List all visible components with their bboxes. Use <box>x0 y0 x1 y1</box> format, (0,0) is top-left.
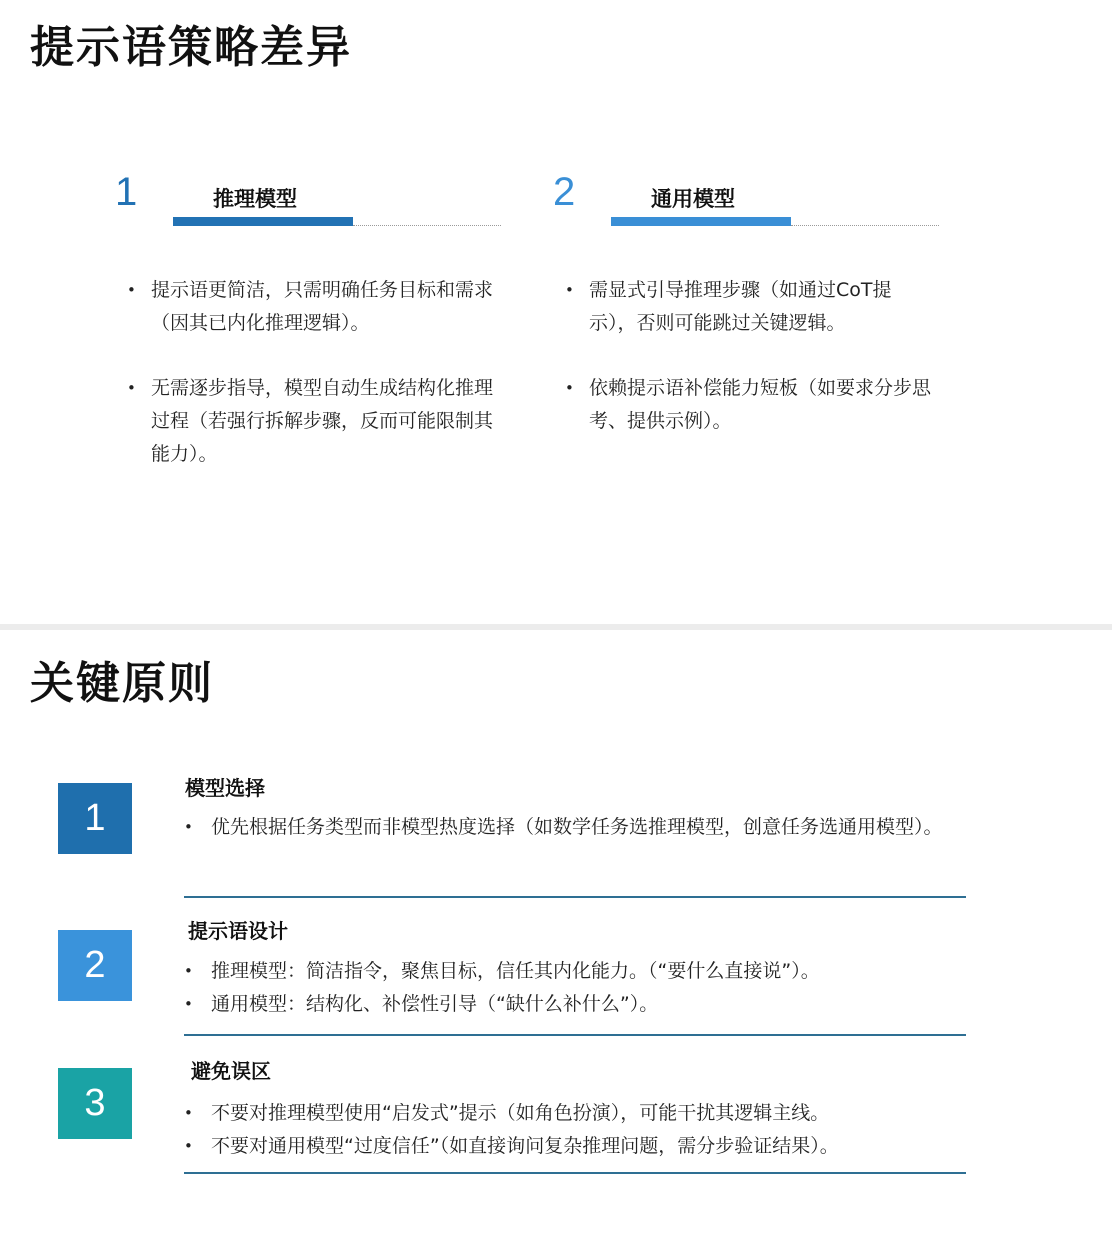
dotted-divider <box>791 225 939 226</box>
principle-rule <box>184 1034 966 1036</box>
column-heading: 通用模型 <box>651 187 735 211</box>
bullet-list <box>184 955 954 1021</box>
column-number: 2 <box>553 170 576 214</box>
heading-underline-bar <box>173 217 353 226</box>
column-number: 1 <box>115 170 138 214</box>
list-item: • 通用模型：结构化、补偿性引导（“缺什么补什么”）。 <box>184 988 954 1021</box>
principle-number-box: 2 <box>58 930 132 1001</box>
principle-rule <box>184 1172 966 1174</box>
principle-number-box: 3 <box>58 1068 132 1139</box>
dotted-divider <box>353 225 501 226</box>
list-item: • 推理模型：简洁指令，聚焦目标，信任其内化能力。（“要什么直接说”）。 <box>184 955 954 988</box>
principle-title: 避免误区 <box>191 1059 271 1083</box>
principle-title: 模型选择 <box>185 776 265 800</box>
bullet-list <box>184 1097 954 1163</box>
principle-title: 提示语设计 <box>188 919 288 943</box>
list-item: • 优先根据任务类型而非模型热度选择（如数学任务选推理模型，创意任务选通用模型）。 <box>184 811 954 844</box>
bullet-list <box>565 274 935 470</box>
section-title-strategy: 提示语策略差异 <box>30 22 352 73</box>
list-item: • 不要对推理模型使用“启发式”提示（如角色扮演），可能干扰其逻辑主线。 <box>184 1097 954 1130</box>
list-item: • 依赖提示语补偿能力短板（如要求分步思考、提供示例）。 <box>565 372 935 438</box>
section-divider <box>0 624 1112 630</box>
list-item: • 不要对通用模型“过度信任”（如直接询问复杂推理问题，需分步验证结果）。 <box>184 1130 954 1163</box>
list-item: • 需显式引导推理步骤（如通过CoT提示），否则可能跳过关键逻辑。 <box>565 274 935 340</box>
principle-rule <box>184 896 966 898</box>
bullet-list <box>127 274 497 503</box>
section-title-principles: 关键原则 <box>30 658 214 709</box>
principle-number-box: 1 <box>58 783 132 854</box>
bullet-list <box>184 811 954 844</box>
column-heading: 推理模型 <box>213 187 297 211</box>
list-item: • 提示语更简洁，只需明确任务目标和需求（因其已内化推理逻辑）。 <box>127 274 497 340</box>
heading-underline-bar <box>611 217 791 226</box>
list-item: • 无需逐步指导，模型自动生成结构化推理过程（若强行拆解步骤，反而可能限制其能力）。 <box>127 372 497 471</box>
